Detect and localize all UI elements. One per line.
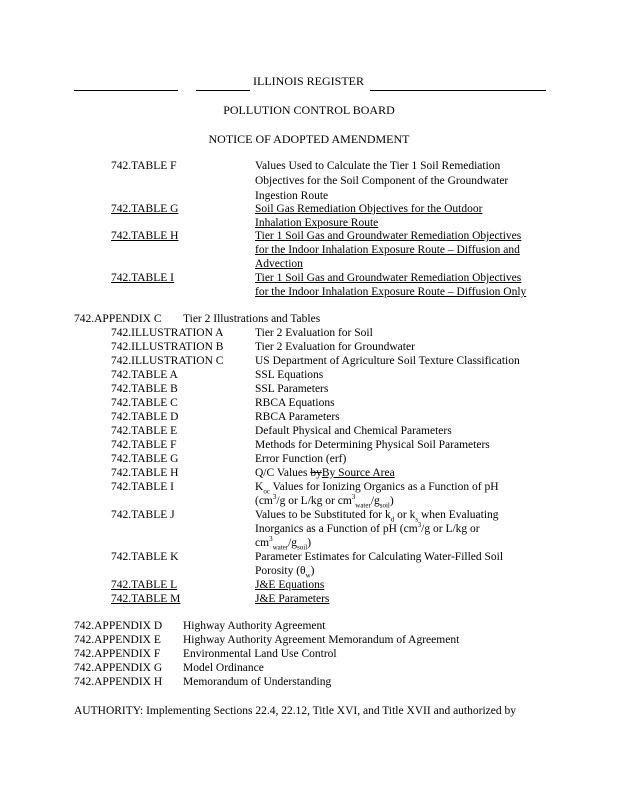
board-title: POLLUTION CONTROL BOARD <box>223 103 395 117</box>
table-i-line: for the Indoor Inhalation Exposure Route – Diffusion Only <box>255 286 527 298</box>
table-h2-id: 742.TABLE H <box>111 467 179 479</box>
illustration-b-id: 742.ILLUSTRATION B <box>111 341 224 353</box>
table-g-line: Soil Gas Remediation Objectives for the Outdoor <box>255 203 483 215</box>
table-k-line2: Porosity $(\theta_w)$ <box>255 565 315 580</box>
table-h-line: Advection <box>255 258 303 270</box>
table-k-id: 742.TABLE K <box>111 551 179 563</box>
notice-title: NOTICE OF ADOPTED AMENDMENT <box>208 132 410 146</box>
register-title: ILLINOIS REGISTER <box>253 74 364 88</box>
table-i2-id: 742.TABLE I <box>111 481 174 493</box>
table-l-text: J&E Equations <box>255 579 325 591</box>
appendix-d-id: 742.APPENDIX D <box>74 620 163 632</box>
illustration-c-id: 742.ILLUSTRATION C <box>111 355 224 367</box>
table-f2-id: 742.TABLE F <box>111 439 177 451</box>
appendix-g-text: Model Ordinance <box>183 662 264 674</box>
table-m-id: 742.TABLE M <box>111 593 181 605</box>
illustration-b-text: Tier 2 Evaluation for Groundwater <box>255 341 415 353</box>
appendix-h-id: 742.APPENDIX H <box>74 676 163 688</box>
table-f-line: Ingestion Route <box>255 190 329 202</box>
table-j-line1: Values to be Substituted for $k_d$ or $k_s$ when Evaluating <box>255 509 499 524</box>
table-g2-id: 742.TABLE G <box>111 453 179 465</box>
illustration-a-id: 742.ILLUSTRATION A <box>111 327 224 339</box>
appendix-e-id: 742.APPENDIX E <box>74 634 161 646</box>
illustration-c-text: US Department of Agriculture Soil Texture Classification <box>255 355 520 367</box>
table-d-text: RBCA Parameters <box>255 411 340 423</box>
table-e-text: Default Physical and Chemical Parameters <box>255 425 452 437</box>
table-i2-line2: ($cm^3/g$ or L/kg or $cm^3_{water}/g_{soil}$) <box>255 493 394 510</box>
appendix-g-id: 742.APPENDIX G <box>74 662 163 674</box>
table-j-line2: Inorganics as a Function of pH ($cm^3/g$ or L/kg or <box>255 521 480 535</box>
table-b-id: 742.TABLE B <box>111 383 178 395</box>
appendix-d-text: Highway Authority Agreement <box>183 620 326 632</box>
table-j-line3: $cm^3_{water}/g_{soil}$) <box>255 535 312 552</box>
appendix-f-id: 742.APPENDIX F <box>74 648 161 660</box>
table-c-text: RBCA Equations <box>255 397 335 409</box>
table-f-line: Objectives for the Soil Component of the Groundwater <box>255 175 509 187</box>
table-h-line: Tier 1 Soil Gas and Groundwater Remediation Objectives <box>255 230 522 242</box>
table-d-id: 742.TABLE D <box>111 411 179 423</box>
table-f2-text: Methods for Determining Physical Soil Parameters <box>255 439 490 451</box>
table-h-line: for the Indoor Inhalation Exposure Route – Diffusion and <box>255 244 520 256</box>
table-g-id: 742.TABLE G <box>111 203 179 215</box>
table-g-line: Inhalation Exposure Route <box>255 217 379 229</box>
table-a-text: SSL Equations <box>255 369 324 381</box>
table-l-id: 742.TABLE L <box>111 579 178 591</box>
table-e-id: 742.TABLE E <box>111 425 178 437</box>
appendix-f-text: Environmental Land Use Control <box>183 648 337 660</box>
appendix-h-text: Memorandum of Understanding <box>183 676 332 688</box>
table-g2-text: Error Function (erf) <box>255 453 347 465</box>
table-b-text: SSL Parameters <box>255 383 329 395</box>
table-h2-text: Q/C Values byBy Source Area <box>255 467 395 479</box>
appendix-c-id: 742.APPENDIX C <box>74 313 162 325</box>
table-f-id: 742.TABLE F <box>111 160 177 172</box>
table-c-id: 742.TABLE C <box>111 397 178 409</box>
table-i2-line1: $K_{oc}$ Values for Ionizing Organics as a Function of pH <box>255 481 499 496</box>
table-a-id: 742.TABLE A <box>111 369 178 381</box>
table-f-line: Values Used to Calculate the Tier 1 Soil Remediation <box>255 160 501 172</box>
authority-text: AUTHORITY: Implementing Sections 22.4, 22.12, Title XVI, and Title XVII and authorized by <box>74 705 516 717</box>
appendix-e-text: Highway Authority Agreement Memorandum of Agreement <box>183 634 460 646</box>
table-h-id: 742.TABLE H <box>111 230 179 242</box>
table-i-line: Tier 1 Soil Gas and Groundwater Remediation Objectives <box>255 272 522 284</box>
table-j-id: 742.TABLE J <box>111 509 175 521</box>
table-k-line1: Parameter Estimates for Calculating Water-Filled Soil <box>255 551 504 563</box>
table-i-id: 742.TABLE I <box>111 272 174 284</box>
illustration-a-text: Tier 2 Evaluation for Soil <box>255 327 373 339</box>
table-m-text: J&E Parameters <box>255 593 330 605</box>
header-rule-mid <box>196 90 250 91</box>
header-rule-right <box>370 90 546 91</box>
header-rule-left <box>74 90 178 91</box>
appendix-c-title: Tier 2 Illustrations and Tables <box>183 313 321 325</box>
